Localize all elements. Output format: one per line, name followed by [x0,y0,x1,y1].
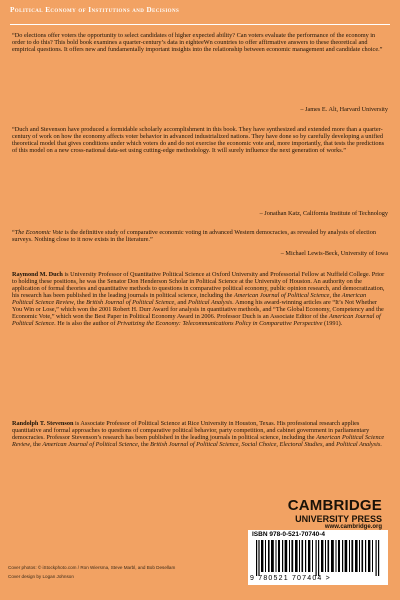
bio-sep: , the [73,299,87,307]
journal: American Journal of Political Science [12,313,381,328]
bio-sep: , the [329,292,342,300]
publisher-url: www.cambridge.org [324,524,382,530]
barcode-number: 9 780521 707404 > [250,575,331,582]
bio-stevenson [12,420,388,448]
bio-duch-text: (1991). [322,320,343,328]
publisher-logo [272,497,382,530]
journal: Social Choice, Electoral Studies [241,441,323,449]
book-title: The Economic Vote [14,229,64,236]
journal: American Journal of Political Science [42,441,138,449]
bio-sep: , and [322,441,337,449]
bio-sep: , [238,441,242,449]
quote-lewis-beck [12,229,388,243]
quote-lewis-beck-attribution: – Michael Lewis-Beck, University of Iowa [280,250,388,257]
quote-open: “ [12,229,15,236]
quote-lewis-beck-text: is the definitive study of comparative economic voting in advanced Western democracies, as revealed by analysis of election surveys. Nothing close to it now exists in the literature.” [12,229,377,244]
quote-alt-attribution: – James E. Alt, Harvard University [300,106,388,113]
quote-alt: “Do elections offer voters the opportunity to select candidates of higher expected ability? Can voters evaluate the performance of the economy in order to do this? This bold book examines a quarter-century’s data in eighteeWn countries to offer affirmative answers to these theoretical and empirical questions. It offers new and fundamentally important insights into the relationship between economic management and candidate choice.” [12,32,383,54]
publisher-name: CAMBRIDGE [287,497,382,514]
barcode-panel [248,530,388,585]
journal: American Journal of Political Science [234,292,330,300]
bio-stevenson-text: is Associate Professor of Political Science at Rice University in Houston, Texas. His professional research applies quantitative and formal approaches to questions of comparative political behavior, party competition, and cabinet government in parliamentary democracies. Professor Stevenson’s research has been published in the leading journals in political science, including the [12,420,370,442]
bio-sep: , the [137,441,151,449]
quote-katz-attribution: – Jonathan Katz, California Institute of Technology [259,210,388,217]
bio-stevenson-text: . [380,441,382,449]
barcode-icon [256,540,380,576]
isbn-label: ISBN 978-0-521-70740-4 [252,531,325,538]
bio-sep: , the [30,441,43,449]
cover-photo-credit: Cover photos: © iStockphoto.com / Ron Wiersma, Steve Marbl, and Bob Desellam [8,565,176,570]
journal: Political Analysis [188,299,233,307]
series-title: Political Economy of Institutions and Decisions [10,6,180,14]
journal: British Journal of Political Science [86,299,175,307]
book-title: Privatizing the Economy: Telecommunications Policy in Comparative Perspective [117,320,323,328]
bio-stevenson-name: Randolph T. Stevenson [12,420,74,427]
journal: American Political Science Review [12,434,385,449]
bio-duch-text: . Among his award-winning articles are “It’s Not Whether You Win or Lose,” which won the 2001 Robert H. Durr Award for analysis in quantitative methods, and “The Global Economy, Competency and the Economic Vote,” which won the Best Paper in Political Economy Award in 2006. Professor Duch is an Associate Editor of the [12,299,384,321]
publisher-press: UNIVERSITY PRESS [295,514,382,524]
bio-duch-text: . He is also the author of [54,320,118,328]
header-rule [10,24,390,25]
bio-duch-name: Raymond M. Duch [12,271,63,278]
quote-katz: “Duch and Stevenson have produced a formidable scholarly accomplishment in this book. They have synthesized and extended more than a quarter-century of work on how the economy affects voter behavior in advanced industrialized nations. They have done so by carefully developing a unified theoretical model that gives conditions under which voters do and do not exercise the economic vote and, more importantly, that tests the predictions of this model on a new cross-national data-set using cutting-edge methodology. It will surely influence the next generation of works.” [12,126,385,155]
journal: Political Analysis [336,441,381,449]
journal: American Political Science Review [12,292,367,307]
bio-duch [12,271,388,327]
bio-sep: , and [174,299,189,307]
cover-credits [8,563,243,581]
journal: British Journal of Political Science [150,441,239,449]
cover-design-credit: Cover design by Logan Johnson [8,574,74,579]
bio-duch-text: is University Professor of Quantitative Political Science at Oxford University and Professorial Fellow at Nuffield College. Prior to holding these positions, he was the Senator Don Henderson Scholar in Political Science at the University of Houston. An authority on the application of formal theories and quantitative methods to questions in comparative political economy, public opinion research, and democratization, his research has been published in the leading journals in political science, including the [12,271,385,300]
